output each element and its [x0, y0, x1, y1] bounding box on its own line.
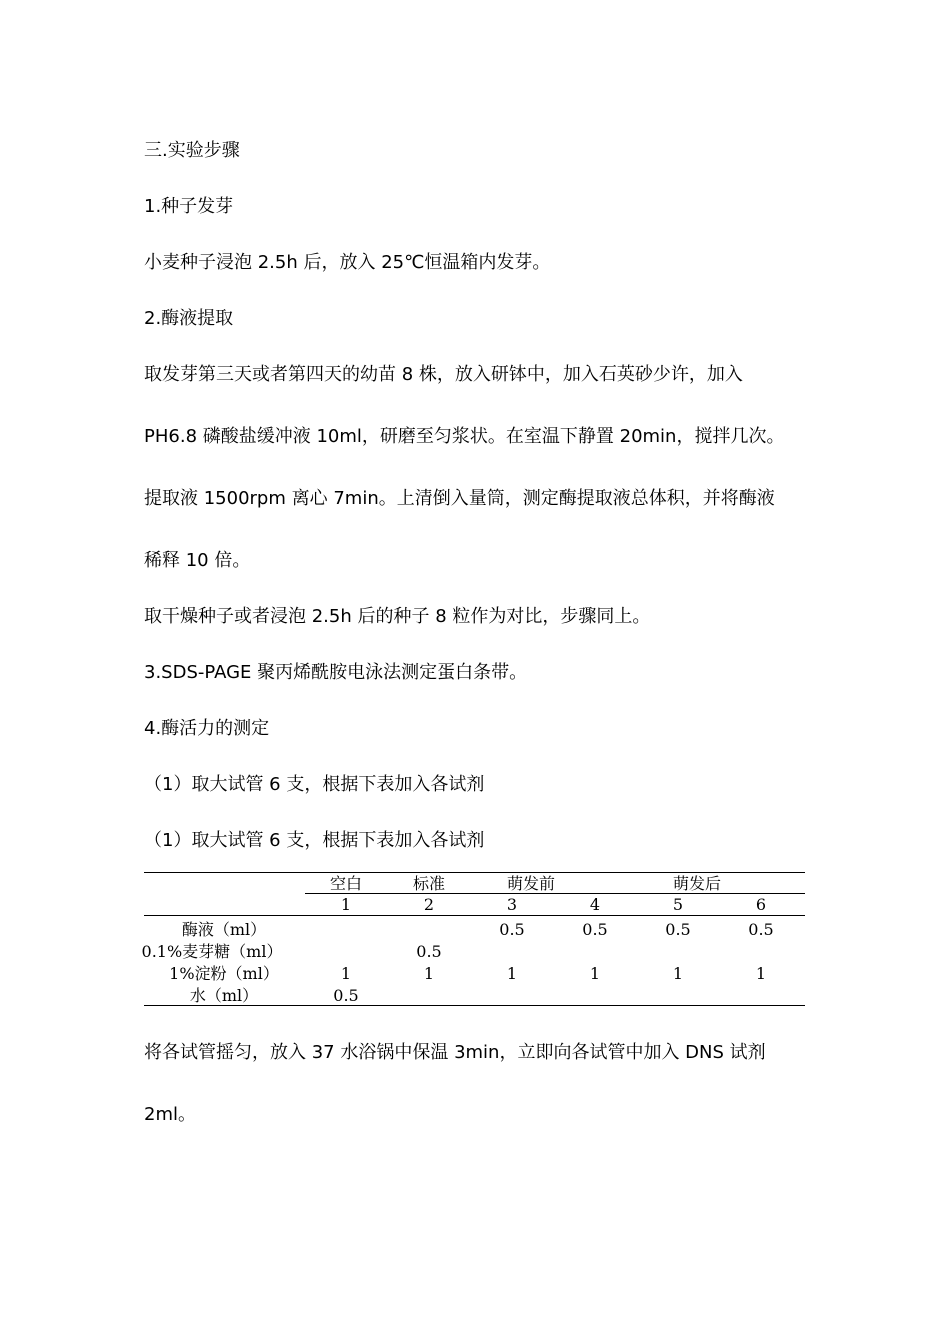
cell-starch-2: 1 [423, 964, 435, 983]
cell-enzyme-5: 0.5 [665, 920, 691, 939]
step-1-text: 小麦种子浸泡 2.5h 后，放入 25℃恒温箱内发芽。 [144, 252, 551, 273]
group-header-before-germination: 萌发前 [506, 874, 555, 893]
group-header-blank: 空白 [329, 874, 362, 893]
step-2-text-line-3: 提取液 1500rpm 离心 7min。上清倒入量筒，测定酶提取液总体积，并将酶液 [144, 488, 775, 509]
tube-number-3: 3 [506, 895, 518, 914]
row-label-enzyme: 酶液（ml） [181, 920, 267, 939]
after-table-line-1: 将各试管摇匀，放入 37 水浴锅中保温 3min，立即向各试管中加入 DNS 试剂 [144, 1042, 766, 1063]
cell-starch-5: 1 [672, 964, 684, 983]
cell-maltose-2: 0.5 [416, 942, 442, 961]
cell-enzyme-3: 0.5 [499, 920, 525, 939]
cell-starch-1: 1 [340, 964, 352, 983]
step-2-text-line-5: 取干燥种子或者浸泡 2.5h 后的种子 8 粒作为对比，步骤同上。 [144, 606, 651, 627]
step-3-heading: 3.SDS-PAGE 聚丙烯酰胺电泳法测定蛋白条带。 [144, 662, 528, 683]
section-heading: 三.实验步骤 [144, 140, 240, 161]
cell-starch-6: 1 [755, 964, 767, 983]
row-label-maltose: 0.1%麦芽糖（ml） [141, 942, 283, 961]
tube-number-5: 5 [672, 895, 684, 914]
step-1-heading: 1.种子发芽 [144, 196, 234, 217]
step-4-heading: 4.酶活力的测定 [144, 718, 270, 739]
cell-starch-4: 1 [589, 964, 601, 983]
row-label-starch: 1%淀粉（ml） [169, 964, 279, 983]
step-4-substep-1: （1）取大试管 6 支，根据下表加入各试剂 [144, 774, 485, 795]
tube-number-6: 6 [755, 895, 767, 914]
table-header-rule [144, 915, 805, 916]
group-header-after-germination: 萌发后 [672, 874, 721, 893]
tube-number-1: 1 [340, 895, 352, 914]
tube-number-2: 2 [423, 895, 435, 914]
table-top-rule [144, 872, 805, 873]
tube-number-4: 4 [589, 895, 601, 914]
reagent-table [141, 872, 805, 1006]
cell-enzyme-4: 0.5 [582, 920, 608, 939]
step-2-text-line-4: 稀释 10 倍。 [144, 550, 251, 571]
cell-starch-3: 1 [506, 964, 518, 983]
step-2-text-line-2: PH6.8 磷酸盐缓冲液 10ml，研磨至匀浆状。在室温下静置 20min，搅拌几次。 [144, 426, 785, 447]
after-table-line-2: 2ml。 [144, 1104, 196, 1125]
cell-water-1: 0.5 [333, 986, 359, 1005]
row-label-water: 水（ml） [189, 986, 259, 1005]
group-header-standard: 标准 [412, 874, 445, 893]
step-2-text-line-1: 取发芽第三天或者第四天的幼苗 8 株，放入研钵中，加入石英砂少许，加入 [144, 364, 743, 385]
step-2-heading: 2.酶液提取 [144, 308, 234, 329]
step-4-substep-1-repeat: （1）取大试管 6 支，根据下表加入各试剂 [144, 830, 485, 851]
cell-enzyme-6: 0.5 [748, 920, 774, 939]
